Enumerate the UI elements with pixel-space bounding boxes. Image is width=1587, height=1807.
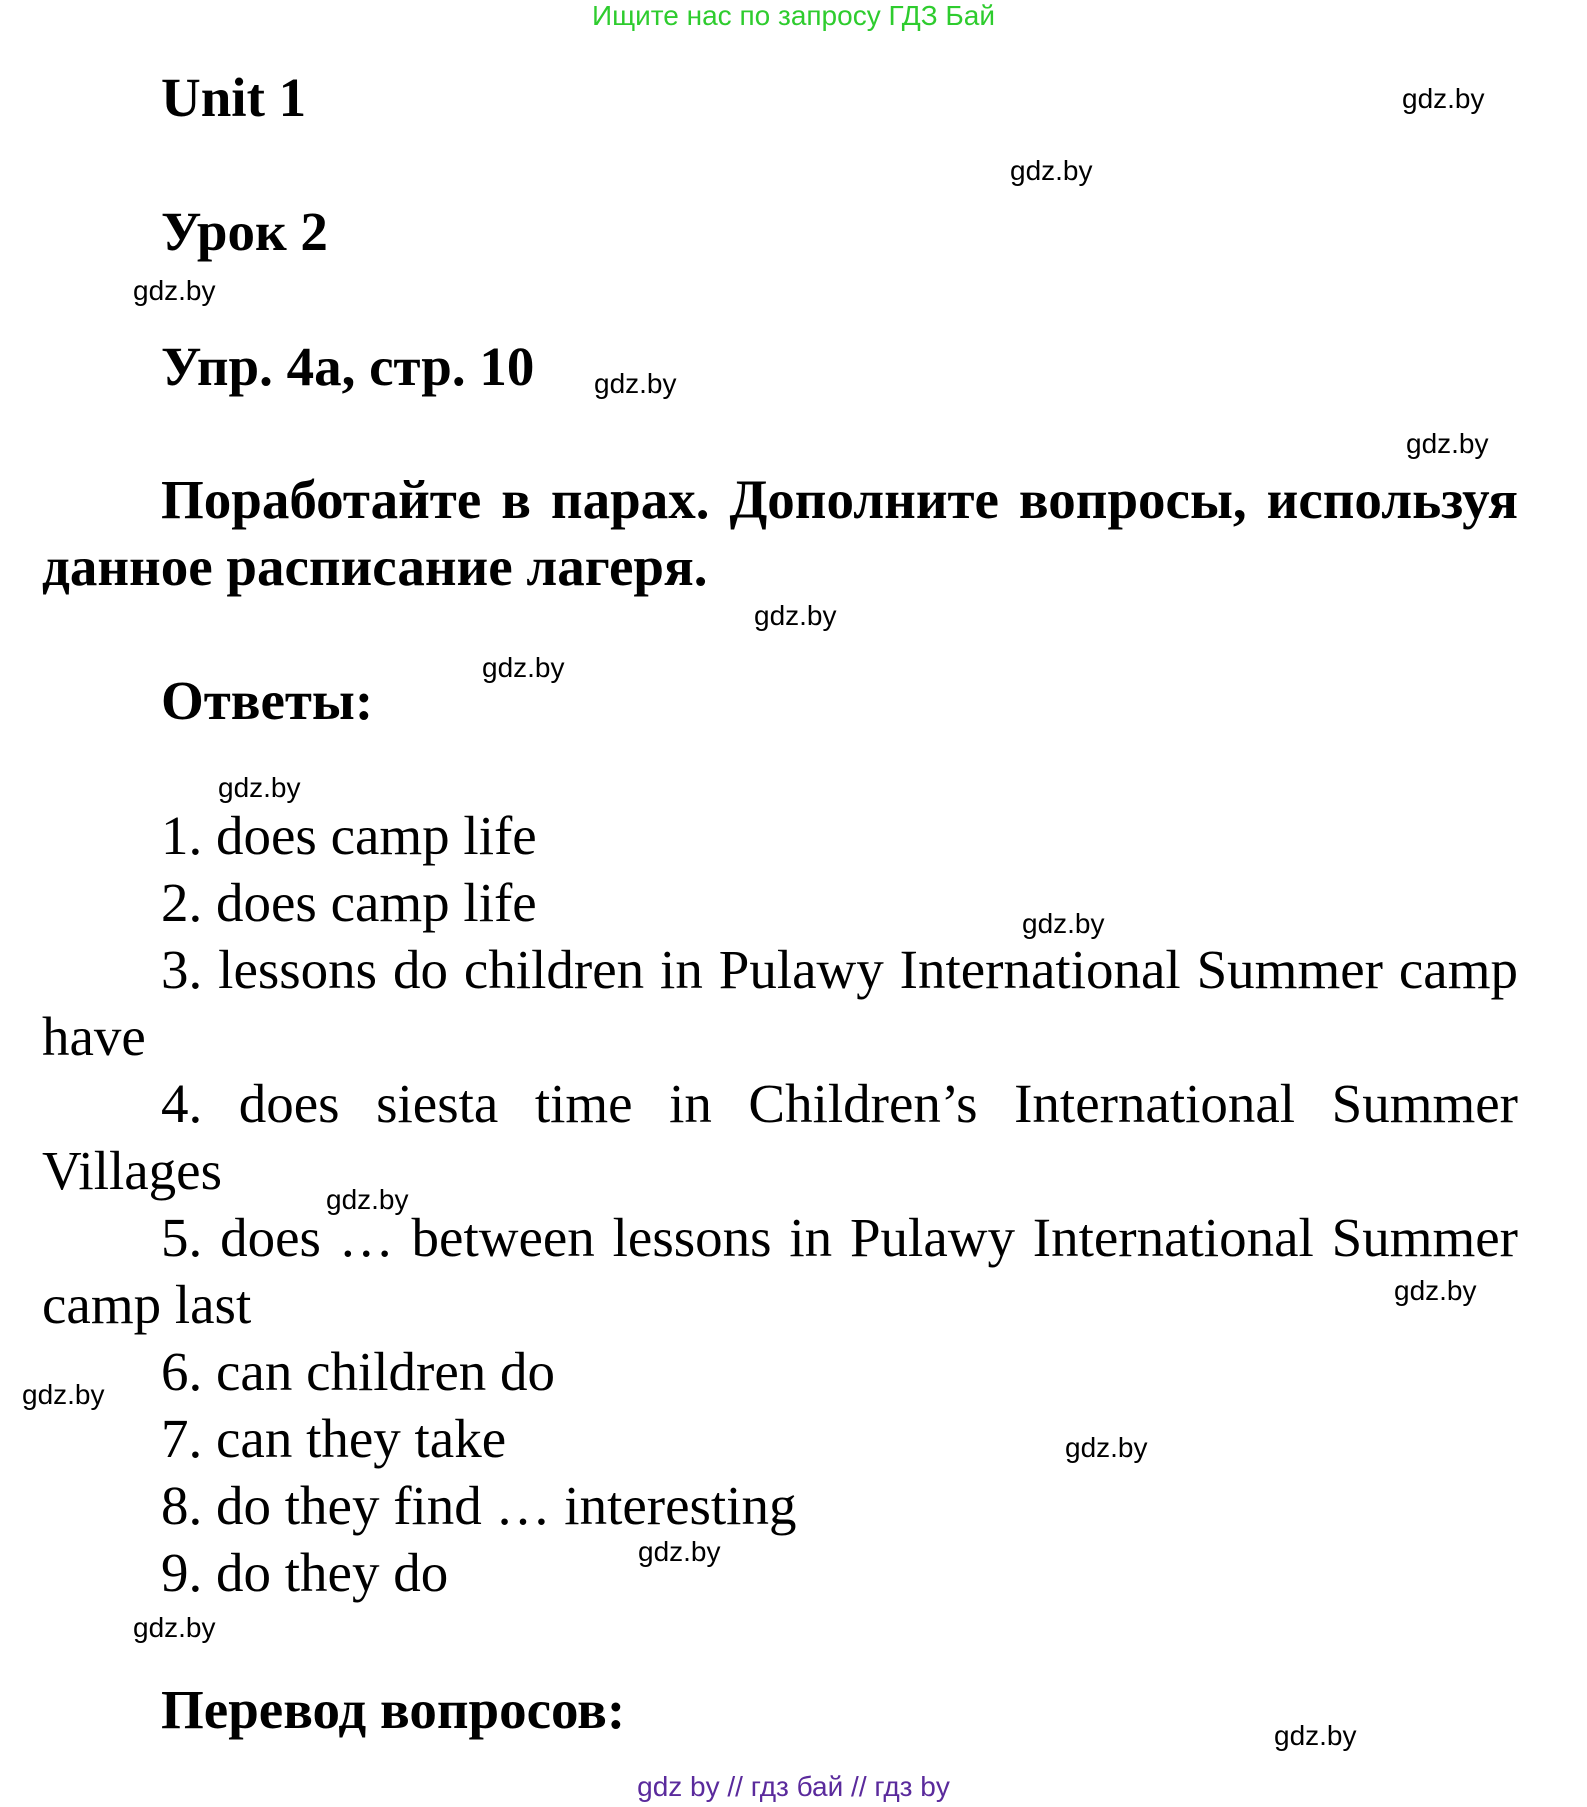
translation-heading: Перевод вопросов: (161, 1679, 626, 1740)
lesson-title: Урок 2 (161, 201, 328, 262)
answer-item: 8. do they find … interesting (161, 1475, 797, 1536)
answer-item: 3. lessons do children in Pulawy International Summer camp have (42, 939, 1518, 1067)
task-description: Поработайте в парах. Дополните вопросы, используя данное расписание лагеря. (42, 469, 1518, 597)
watermark: gdz.by (22, 1379, 105, 1410)
answer-item: 9. do they do (161, 1542, 449, 1603)
watermark: gdz.by (133, 1612, 216, 1643)
watermark: gdz.by (1406, 428, 1489, 459)
answers-heading: Ответы: (161, 670, 374, 731)
answer-item: 6. can children do (161, 1341, 556, 1402)
watermark: gdz.by (326, 1184, 409, 1215)
watermark: gdz.by (1010, 155, 1093, 186)
watermark: gdz.by (1402, 83, 1485, 114)
watermark: gdz.by (1394, 1275, 1477, 1306)
top-banner: Ищите нас по запросу ГДЗ Бай (591, 0, 996, 31)
watermark: gdz.by (1022, 908, 1105, 939)
watermark: gdz.by (218, 772, 301, 803)
answers-list (42, 802, 1518, 1606)
watermark: gdz.by (754, 600, 837, 631)
exercise-title: Упр. 4а, стр. 10 (161, 336, 535, 397)
answer-item: 2. does camp life (161, 872, 537, 933)
answer-item: 1. does camp life (161, 805, 537, 866)
watermark: gdz.by (638, 1536, 721, 1567)
answer-item: 7. can they take (161, 1408, 507, 1469)
answer-item: 4. does siesta time in Children’s International Summer Villages (42, 1073, 1518, 1201)
footer-links: gdz by // гдз бай // гдз by (637, 1771, 950, 1802)
watermark: gdz.by (482, 652, 565, 683)
watermark: gdz.by (594, 368, 677, 399)
answer-item: 5. does … between lessons in Pulawy International Summer camp last (42, 1207, 1518, 1335)
watermark: gdz.by (133, 275, 216, 306)
unit-title: Unit 1 (161, 67, 307, 128)
watermark: gdz.by (1274, 1720, 1357, 1751)
watermark: gdz.by (1065, 1432, 1148, 1463)
